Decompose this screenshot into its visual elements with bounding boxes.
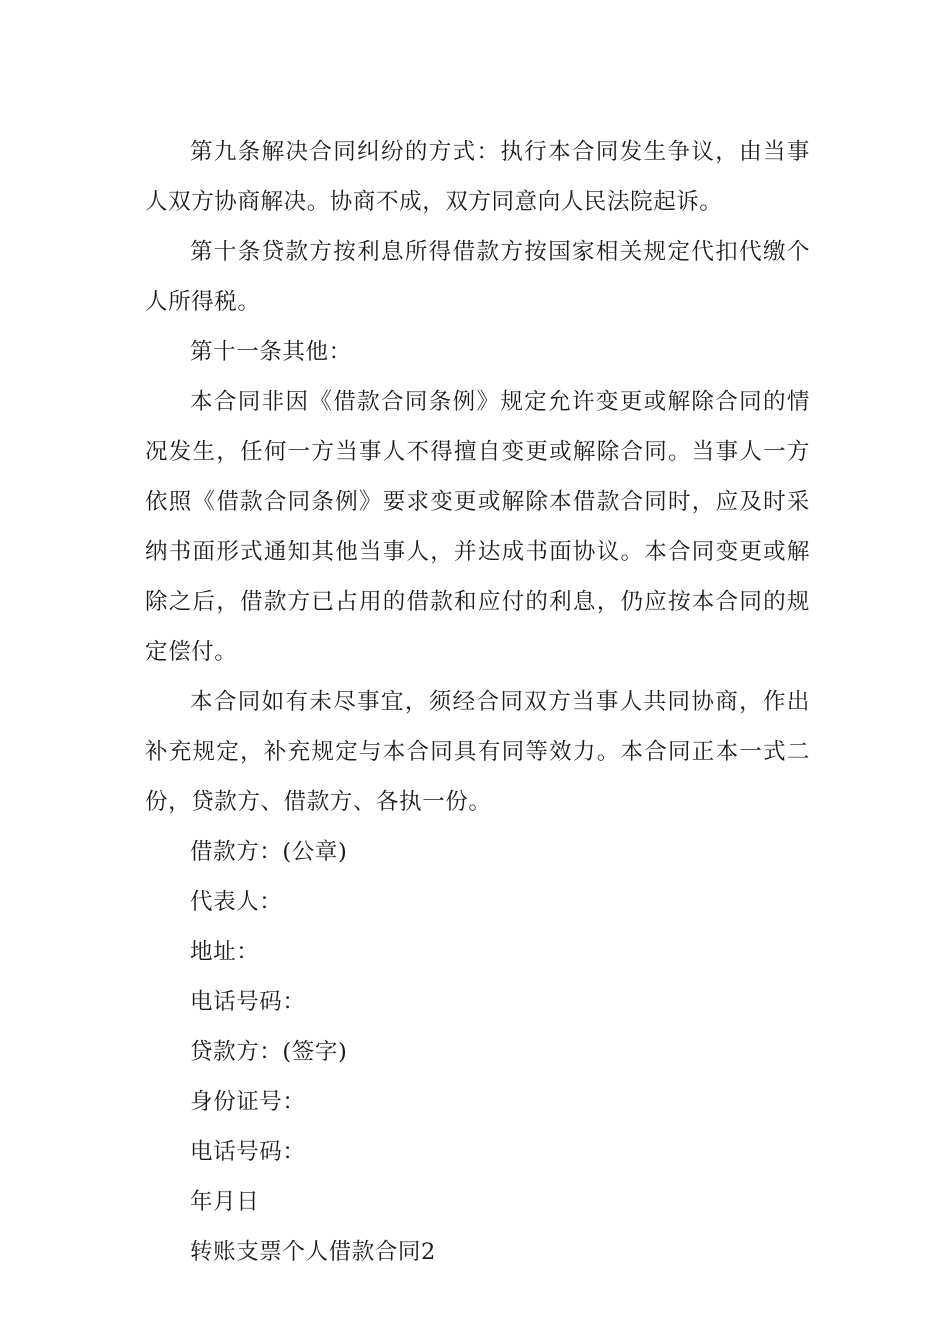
address-line: 地址：	[190, 939, 260, 965]
representative-line: 代表人：	[190, 889, 283, 915]
lender-signature-line: 贷款方：(签字)	[190, 1039, 348, 1065]
borrower-seal-line: 借款方：(公章)	[190, 839, 348, 865]
document-body	[145, 127, 810, 1277]
clause-10-tax-withholding: 第十条贷款方按利息所得借款方按国家相关规定代扣代缴个人所得税。	[145, 239, 810, 315]
lender-phone-line: 电话号码：	[190, 1139, 306, 1165]
borrower-phone-line: 电话号码：	[190, 989, 306, 1015]
clause-9-dispute-resolution: 第九条解决合同纠纷的方式：执行本合同发生争议，由当事人双方协商解决。协商不成，双方同意向人民法院起诉。	[145, 139, 810, 215]
next-document-title: 转账支票个人借款合同2	[190, 1239, 436, 1265]
clause-11-modification: 本合同非因《借款合同条例》规定允许变更或解除合同的情况发生，任何一方当事人不得擅自变更或解除合同。当事人一方依照《借款合同条例》要求变更或解除本借款合同时，应及时采纳书面形式通知其他当事人，并达成书面协议。本合同变更或解除之后，借款方已占用的借款和应付的利息，仍应按本合同的规定偿付。	[145, 389, 810, 665]
id-number-line: 身份证号：	[190, 1089, 306, 1115]
clause-11-supplementary: 本合同如有未尽事宜，须经合同双方当事人共同协商，作出补充规定，补充规定与本合同具有同等效力。本合同正本一式二份，贷款方、借款方、各执一份。	[145, 689, 810, 815]
date-line: 年月日	[190, 1189, 260, 1215]
clause-11-heading: 第十一条其他：	[190, 339, 352, 365]
